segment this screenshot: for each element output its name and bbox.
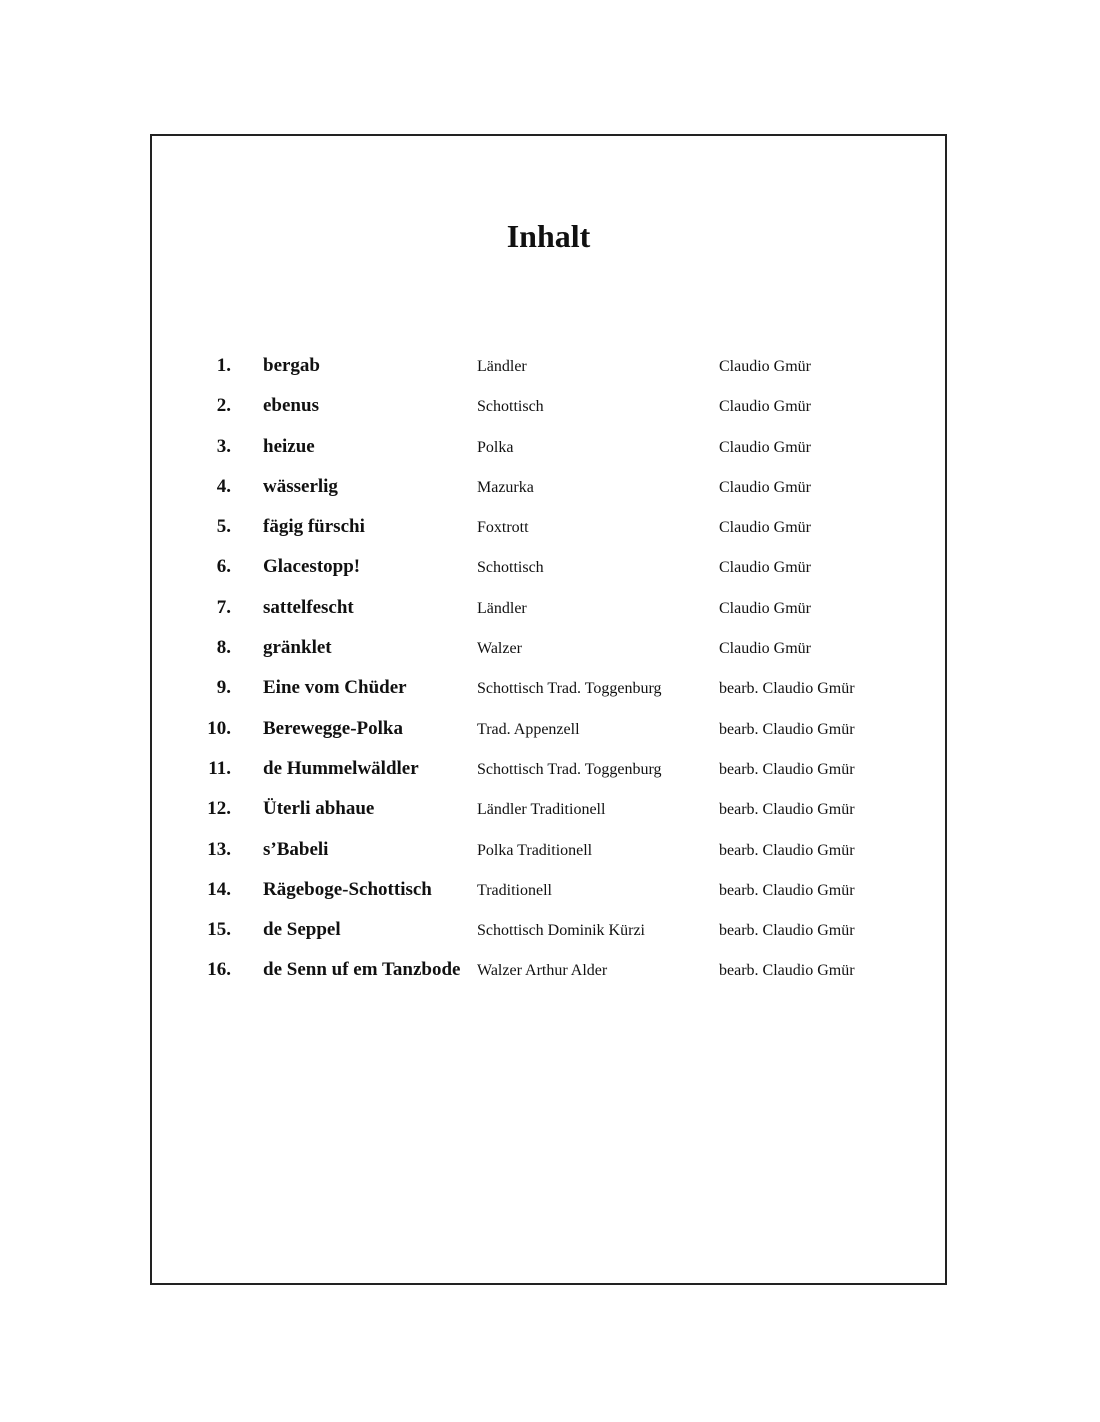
toc-entry-number: 5. — [216, 516, 231, 538]
toc-entry-composer: bearb. Claudio Gmür — [719, 801, 855, 819]
toc-entry — [152, 394, 945, 434]
toc-entry-genre: Walzer — [477, 640, 522, 658]
toc-entry — [152, 596, 945, 636]
toc-entry-genre: Schottisch Trad. Toggenburg — [477, 760, 662, 778]
toc-entry — [152, 555, 945, 595]
toc-entry-title: de Senn uf em Tanzbode — [263, 959, 461, 981]
toc-entry — [152, 958, 945, 998]
toc-entry — [152, 797, 945, 837]
toc-entry-number: 4. — [216, 475, 231, 497]
toc-entry-genre: Schottisch Trad. Toggenburg — [477, 680, 662, 698]
toc-entry-title: ebenus — [263, 395, 319, 417]
toc-entry-genre: Ländler — [477, 358, 527, 375]
toc-entry-title: s’Babeli — [263, 838, 329, 860]
toc-entry-genre: Polka Traditionell — [477, 841, 593, 859]
toc-entry-number: 15. — [207, 919, 231, 941]
toc-entry-number: 13. — [207, 838, 231, 860]
toc-entry-title: Berewegge-Polka — [263, 717, 403, 739]
toc-entry-number: 3. — [216, 435, 231, 457]
toc-entry-composer: Claudio Gmür — [719, 519, 811, 537]
toc-entry-genre: Polka — [477, 438, 514, 456]
toc-entry-composer: bearb. Claudio Gmür — [719, 760, 855, 778]
page-title: Inhalt — [506, 218, 591, 254]
toc-entry-title: fägig fürschi — [263, 516, 365, 538]
toc-entry — [152, 717, 945, 757]
toc-entry-title: de Hummelwäldler — [263, 757, 419, 779]
toc-entry — [152, 515, 945, 555]
toc-entry-number: 2. — [216, 395, 231, 417]
toc-entry-composer: bearb. Claudio Gmür — [719, 962, 855, 980]
toc-entry-title: de Seppel — [263, 919, 341, 941]
toc-entry-number: 1. — [216, 355, 231, 376]
toc-entry — [152, 475, 945, 515]
toc-entry-genre: Ländler — [477, 599, 527, 617]
toc-entry-composer: bearb. Claudio Gmür — [719, 881, 855, 899]
toc-entry-number: 14. — [207, 878, 231, 900]
toc-entry-number: 16. — [207, 959, 231, 981]
toc-entry-composer: Claudio Gmür — [719, 559, 811, 577]
toc-entry — [152, 354, 945, 394]
toc-entry — [152, 676, 945, 716]
toc-entry-composer: bearb. Claudio Gmür — [719, 841, 855, 859]
toc-entry-genre: Mazurka — [477, 478, 534, 496]
toc-entry-title: wässerlig — [263, 475, 338, 497]
toc-entry — [152, 757, 945, 797]
toc-entry-title: Üterli abhaue — [263, 798, 375, 820]
toc-entry-title: Glacestopp! — [263, 556, 361, 578]
toc-entry-number: 7. — [216, 596, 231, 618]
toc-entry-composer: Claudio Gmür — [719, 640, 811, 658]
toc-entry-genre: Schottisch — [477, 559, 544, 577]
toc-entry-number: 11. — [208, 757, 231, 779]
toc-entry-composer: bearb. Claudio Gmür — [719, 680, 855, 698]
toc-entry-title: bergab — [263, 355, 320, 376]
table-of-contents — [152, 354, 945, 999]
toc-entry — [152, 838, 945, 878]
toc-entry-composer: Claudio Gmür — [719, 398, 811, 416]
toc-entry-title: sattelfescht — [263, 596, 354, 618]
toc-entry-number: 10. — [207, 717, 231, 739]
toc-entry-genre: Ländler Traditionell — [477, 801, 606, 819]
toc-entry-title: heizue — [263, 435, 315, 457]
toc-entry — [152, 878, 945, 918]
toc-entry-genre: Walzer Arthur Alder — [477, 962, 608, 980]
toc-entry-title: Eine vom Chüder — [263, 677, 407, 699]
toc-entry-genre: Trad. Appenzell — [477, 720, 580, 738]
toc-entry-number: 6. — [216, 556, 231, 578]
toc-entry-composer: bearb. Claudio Gmür — [719, 922, 855, 940]
toc-entry-number: 8. — [216, 637, 231, 659]
toc-entry — [152, 636, 945, 676]
toc-entry — [152, 435, 945, 475]
toc-entry-composer: Claudio Gmür — [719, 599, 811, 617]
toc-entry-number: 9. — [216, 677, 231, 699]
toc-entry-composer: bearb. Claudio Gmür — [719, 720, 855, 738]
toc-entry-number: 12. — [207, 798, 231, 820]
toc-entry-genre: Foxtrott — [477, 519, 529, 537]
toc-entry-composer: Claudio Gmür — [719, 438, 811, 456]
toc-entry-title: Rägeboge-Schottisch — [263, 878, 432, 900]
toc-entry-composer: Claudio Gmür — [719, 358, 811, 375]
toc-entry-composer: Claudio Gmür — [719, 478, 811, 496]
toc-entry-title: gränklet — [263, 637, 332, 659]
toc-entry-genre: Traditionell — [477, 881, 552, 899]
page-frame — [150, 134, 947, 1285]
toc-entry-genre: Schottisch — [477, 398, 544, 416]
toc-entry-genre: Schottisch Dominik Kürzi — [477, 922, 645, 940]
toc-entry — [152, 918, 945, 958]
